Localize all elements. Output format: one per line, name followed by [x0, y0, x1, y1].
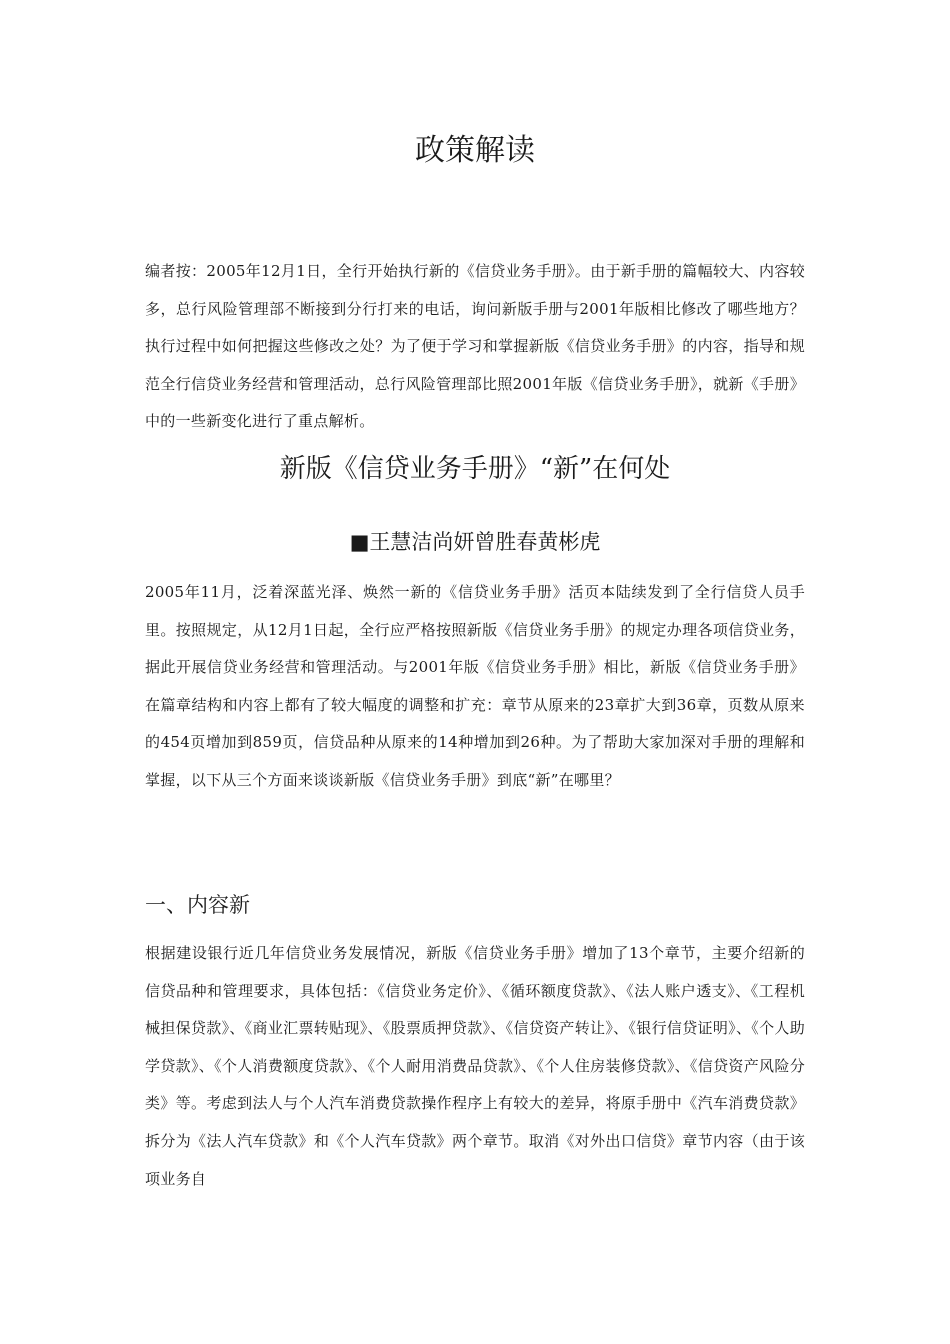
intro-paragraph: 2005年11月，泛着深蓝光泽、焕然一新的《信贷业务手册》活页本陆续发到了全行信贷人员手里。按照规定，从12月1日起，全行应严格按照新版《信贷业务手册》的规定办理各项信贷业务，据此开展信贷业务经营和管理活动。与2001年版《信贷业务手册》相比，新版《信贷业务手册》在篇章结构和内容上都有了较大幅度的调整和扩充：章节从原来的23章扩大到36章，页数从原来的454页增加到859页，信贷品种从原来的14种增加到26种。为了帮助大家加深对手册的理解和掌握，以下从三个方面来谈谈新版《信贷业务手册》到底“新”在哪里？	[145, 583, 805, 789]
section-heading: 一、内容新	[145, 893, 250, 917]
editor-note-paragraph: 编者按：2005年12月1日，全行开始执行新的《信贷业务手册》。由于新手册的篇幅较大、内容较多，总行风险管理部不断接到分行打来的电话，询问新版手册与2001年版相比修改了哪些地方？执行过程中如何把握这些修改之处？为了便于学习和掌握新版《信贷业务手册》的内容，指导和规范全行信贷业务经营和管理活动，总行风险管理部比照2001年版《信贷业务手册》，就新《手册》中的一些新变化进行了重点解析。	[145, 262, 805, 431]
section-paragraph: 根据建设银行近几年信贷业务发展情况，新版《信贷业务手册》增加了13个章节，主要介绍新的信贷品种和管理要求，具体包括：《信贷业务定价》、《循环额度贷款》、《法人账户透支》、《工程机械担保贷款》、《商业汇票转贴现》、《股票质押贷款》、《信贷资产转让》、《银行信贷证明》、《个人助学贷款》、《个人消费额度贷款》、《个人耐用消费品贷款》、《个人住房装修贷款》、《信贷资产风险分类》等。考虑到法人与个人汽车消费贷款操作程序上有较大的差异，将原手册中《汽车消费贷款》拆分为《法人汽车贷款》和《个人汽车贷款》两个章节。取消《对外出口信贷》章节内容（由于该项业务自	[145, 944, 805, 1188]
author-byline: ■王慧洁尚妍曾胜春黄彬虎	[349, 530, 601, 554]
article-title: 新版《信贷业务手册》“新”在何处	[279, 454, 671, 484]
page-title: 政策解读	[415, 133, 535, 168]
